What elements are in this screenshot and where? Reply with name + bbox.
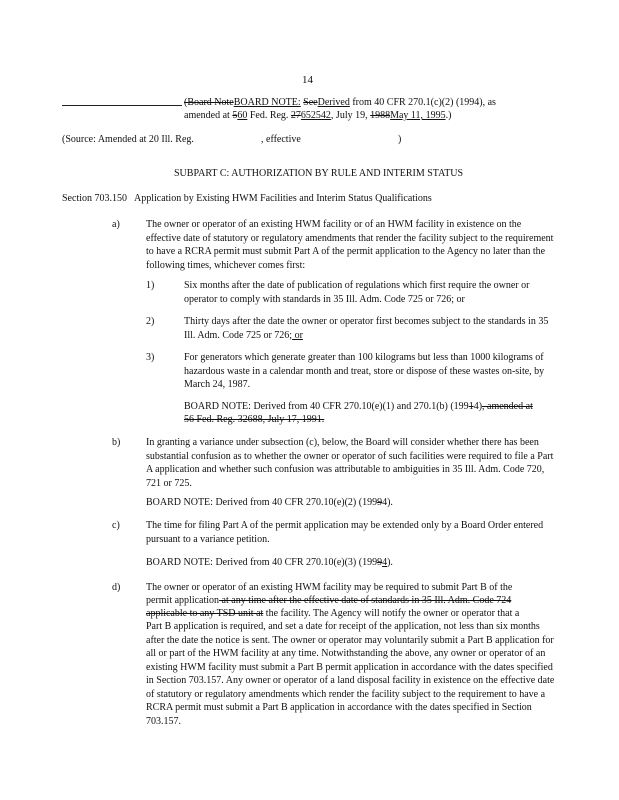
- item-3-label: 3): [146, 352, 155, 363]
- note-text: , July 19,: [330, 110, 371, 121]
- d-text: permit application: [146, 595, 220, 606]
- section-number: Section 703.150: [62, 193, 127, 204]
- d-text: the facility. The Agency will notify the owner or operator that a: [263, 608, 520, 619]
- item-1-label: 1): [146, 280, 155, 291]
- deleted-text: 1988: [370, 110, 391, 121]
- deleted-text: 27: [290, 110, 301, 121]
- inserted-text: 60: [237, 110, 248, 121]
- subsection-d-line-1: The owner or operator of an existing HWM facility may be required to submit Part B of the: [146, 582, 513, 593]
- subsection-d-text: Part B application is required, and set a date for receipt of the application, not less than six months after the date the notice is sent. The owner or operator may voluntarily submit a Part B application for all or part of the HWM facility at any time. Notwithstanding the above, any owner or operator of an existing HWM facility must submit a Part B permit application in accordance with the dates specified in Section 703.157. Any owner or operator of a land disposal facility in existence on the effective date of statutory or regulatory amendments which render the facility subject to the requirement to have a RCRA permit must submit a Part B application in accordance with the dates specified in Section 703.157.: [146, 621, 555, 727]
- note-text: (1994), as: [453, 97, 496, 108]
- subsection-a-text: The owner or operator of an existing HWM facility or of an HWM facility in existence on the effective date of statutory or regulatory amendments that render the facility subject to the requirement to have a RCRA permit must submit Part A of the permit application to the Agency no later than the following times, whichever comes first:: [146, 219, 554, 271]
- note-text: BOARD NOTE: Derived from 40 CFR 270.10(e)(2) (199: [146, 497, 378, 508]
- subsection-d-line-3: [146, 607, 519, 621]
- board-note-c: [146, 556, 393, 570]
- subsection-b-text: In granting a variance under subsection (c), below, the Board will consider whether there has been substantial confusion as to whether the owner or operator of such facilities were required to file a Part A application and whether such confusion was attributable to ambiguities in 35 Ill. Adm. Code 720, 721 or 725.: [146, 437, 554, 489]
- section-title: Application by Existing HWM Facilities and Interim Status Qualifications: [134, 193, 432, 204]
- footnote-rule: [62, 105, 182, 106]
- board-note-line-2: [184, 109, 451, 123]
- note-text: .): [445, 110, 452, 121]
- subsection-d-label: d): [112, 582, 121, 593]
- deleted-text: 9: [377, 497, 383, 508]
- deleted-text: (Board Note: [184, 97, 234, 108]
- deleted-text: 1: [468, 401, 474, 412]
- board-note-b: [146, 496, 393, 510]
- deleted-text: 56 Fed. Reg. 32688, July 17, 1991.: [184, 414, 325, 425]
- subsection-c-text: The time for filing Part A of the permit application may be extended only by a Board Order entered pursuant to a variance petition.: [146, 520, 544, 545]
- note-text: 4): [473, 401, 483, 412]
- item-2-text: [184, 315, 556, 342]
- board-note-a-line-2: [184, 413, 324, 427]
- board-note-line-1: [184, 96, 496, 110]
- deleted-text: 9: [377, 557, 383, 568]
- page-number: 14: [302, 74, 313, 86]
- subsection-c-label: c): [112, 520, 120, 531]
- board-note-a-line-1: [184, 400, 533, 414]
- note-text: ).: [387, 557, 393, 568]
- inserted-text: 652: [300, 110, 316, 121]
- inserted-text: May 11,: [390, 110, 426, 121]
- inserted-text: Derived: [317, 97, 350, 108]
- deleted-text: applicable to any TSD unit at: [146, 608, 264, 619]
- inserted-text: 4: [382, 557, 388, 568]
- inserted-text: BOARD NOTE:: [233, 97, 301, 108]
- inserted-text: 542: [315, 110, 331, 121]
- note-text: from 40 CFR 270.1(c)(2): [349, 97, 454, 108]
- subpart-heading: SUBPART C: AUTHORIZATION BY RULE AND INTERIM STATUS: [174, 168, 464, 179]
- source-close-paren: ): [398, 134, 402, 145]
- source-effective: , effective: [261, 134, 301, 145]
- item-2-main: Thirty days after the date the owner or operator first becomes subject to the standards in 35 Ill. Adm. Code 725 or 726;: [184, 316, 549, 341]
- note-text: 4).: [382, 497, 393, 508]
- item-2-label: 2): [146, 316, 155, 327]
- inserted-text: or: [292, 329, 303, 341]
- subsection-a-label: a): [112, 219, 120, 230]
- item-3-text: For generators which generate greater than 100 kilograms but less than 1000 kilograms of hazardous waste in a calendar month and treat, store or dispose of these wastes on-site, by March 24, 1987.: [184, 352, 545, 390]
- item-1-text: Six months after the date of publication of regulations which first require the owner or operator to comply with standards in 35 Ill. Adm. Code 725 or 726; or: [184, 280, 530, 305]
- note-text: BOARD NOTE: Derived from 40 CFR 270.10(e)(3) (199: [146, 557, 378, 568]
- subsection-b-label: b): [112, 437, 121, 448]
- note-text: amended at: [184, 110, 233, 121]
- deleted-text: See: [303, 97, 318, 108]
- note-text: BOARD NOTE: Derived from 40 CFR 270.10(e)(1) and 270.1(b) (199: [184, 401, 469, 412]
- deleted-text: 5: [232, 110, 238, 121]
- subsection-d-line-2: [146, 594, 511, 608]
- deleted-text: at any time after the effective date of standards in 35 Ill. Adm. Code 724: [219, 595, 512, 606]
- deleted-text: , amended at: [482, 401, 533, 412]
- source-line: (Source: Amended at 20 Ill. Reg.: [62, 134, 194, 145]
- note-text: Fed. Reg.: [247, 110, 291, 121]
- inserted-text: 1995: [425, 110, 446, 121]
